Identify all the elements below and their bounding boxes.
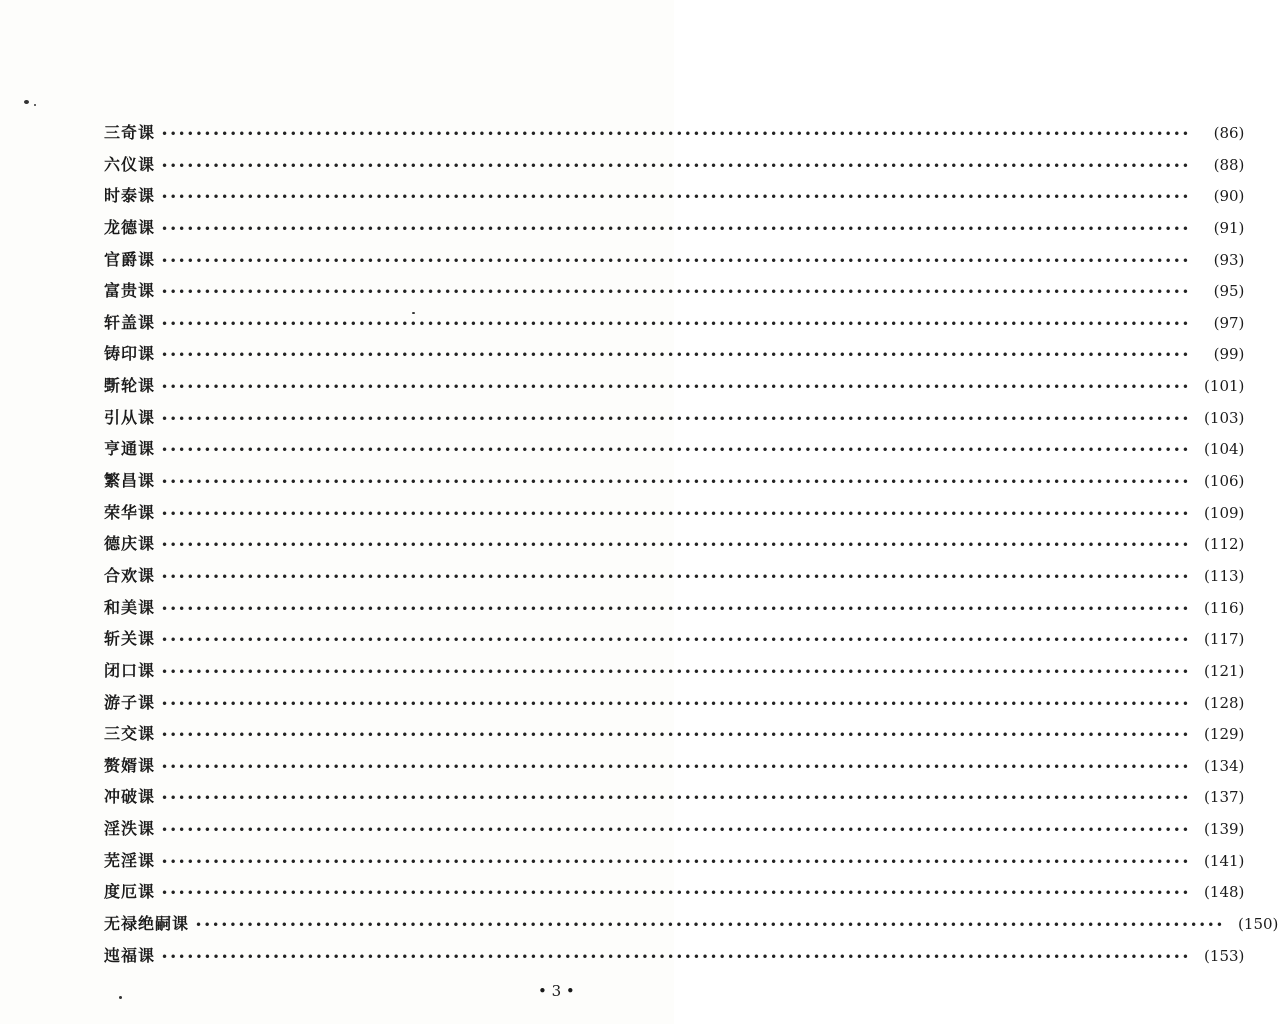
dot-leader: •••••••••••••••••••••••••••••••••••••••••••••••••••••••••••••••••••••••••••••••••••••••••••••••••••••••••••••••••••••••• xyxy=(161,316,1191,331)
dot-leader: •••••••••••••••••••••••••••••••••••••••••••••••••••••••••••••••••••••••••••••••••••••••••••••••••••••••••••••••••••••••• xyxy=(161,380,1191,395)
dot-leader: •••••••••••••••••••••••••••••••••••••••••••••••••••••••••••••••••••••••••••••••••••••••••••••••••••••••••••••••••••••••• xyxy=(161,475,1191,490)
toc-entry-page: (106) xyxy=(1204,472,1245,491)
toc-entry xyxy=(104,560,1245,592)
toc-entry-page: (101) xyxy=(1204,377,1245,396)
toc-entry-page: (99) xyxy=(1213,345,1245,364)
dot-leader: •••••••••••••••••••••••••••••••••••••••••••••••••••••••••••••••••••••••••••••••••••••••••••••••••••••••••••••••••••••••• xyxy=(161,696,1191,711)
toc-entry-title: 繁昌课 xyxy=(104,471,156,491)
page-number: • 3 • xyxy=(538,982,575,1000)
toc-entry-page: (88) xyxy=(1213,155,1245,174)
toc-entry-page: (121) xyxy=(1204,661,1245,680)
toc-entry-page: (113) xyxy=(1204,566,1245,585)
toc-entry-page: (139) xyxy=(1204,820,1245,839)
toc-entry-page: (153) xyxy=(1204,946,1245,965)
toc-entry-title: 富贵课 xyxy=(104,281,156,301)
toc-entry xyxy=(104,338,1245,370)
dot-leader: •••••••••••••••••••••••••••••••••••••••••••••••••••••••••••••••••••••••••••••••••••••••••••••••••••••••••••••••••••••••• xyxy=(161,253,1191,268)
toc-entry-page: (148) xyxy=(1204,883,1245,902)
toc-entry xyxy=(104,876,1245,908)
dot-leader: •••••••••••••••••••••••••••••••••••••••••••••••••••••••••••••••••••••••••••••••••••••••••••••••••••••••••••••••••••••••• xyxy=(161,348,1191,363)
toc-entry-page: (141) xyxy=(1204,851,1245,870)
toc-entry-page: (104) xyxy=(1204,440,1245,459)
scan-speck xyxy=(119,996,122,999)
toc-entry xyxy=(104,465,1245,497)
dot-leader: •••••••••••••••••••••••••••••••••••••••••••••••••••••••••••••••••••••••••••••••••••••••••••••••••••••••••••••••••••••••• xyxy=(161,443,1191,458)
dot-leader: •••••••••••••••••••••••••••••••••••••••••••••••••••••••••••••••••••••••••••••••••••••••••••••••••••••••••••••••••••••••• xyxy=(161,127,1191,141)
toc-entry xyxy=(104,623,1245,655)
dot-leader: •••••••••••••••••••••••••••••••••••••••••••••••••••••••••••••••••••••••••••••••••••••••••••••••••••••••••••••••••••••••• xyxy=(161,664,1191,679)
toc-entry xyxy=(104,402,1245,434)
toc-entry xyxy=(104,940,1245,972)
toc-entry xyxy=(104,149,1245,181)
scan-speck xyxy=(24,100,29,104)
dot-leader: •••••••••••••••••••••••••••••••••••••••••••••••••••••••••••••••••••••••••••••••••••••••••••••••••••••••••••••••••••••••• xyxy=(161,190,1191,205)
toc-entry-title: 淫泆课 xyxy=(104,819,156,839)
toc-entry-title: 赘婿课 xyxy=(104,755,156,775)
dot-leader: •••••••••••••••••••••••••••••••••••••••••••••••••••••••••••••••••••••••••••••••••••••••••••••••••••••••••••••••••••••••• xyxy=(161,633,1191,648)
toc-entry-page: (129) xyxy=(1204,725,1245,744)
toc-entry-title: 斲轮课 xyxy=(104,376,156,396)
dot-leader: •••••••••••••••••••••••••••••••••••••••••••••••••••••••••••••••••••••••••••••••••••••••••••••••••••••••••••••••••••••••• xyxy=(161,538,1191,553)
toc-entry-title: 三交课 xyxy=(104,724,156,744)
toc-entry-title: 三奇课 xyxy=(104,123,156,142)
toc-entry-page: (116) xyxy=(1204,598,1245,617)
toc-entry-title: 铸印课 xyxy=(104,344,156,364)
toc-entry-page: (134) xyxy=(1204,756,1245,775)
toc-entry-page: (103) xyxy=(1204,408,1245,427)
toc-entry-page: (112) xyxy=(1204,535,1245,554)
toc-entry-title: 度厄课 xyxy=(104,882,156,902)
dot-leader: •••••••••••••••••••••••••••••••••••••••••••••••••••••••••••••••••••••••••••••••••••••••••••••••••••••••••••••••••••••••• xyxy=(161,886,1191,901)
toc-entry-title: 冲破课 xyxy=(104,787,156,807)
toc-entry xyxy=(104,528,1245,560)
dot-leader: •••••••••••••••••••••••••••••••••••••••••••••••••••••••••••••••••••••••••••••••••••••••••••••••••••••••••••••••••••••••• xyxy=(161,158,1191,173)
toc-entry-title: 龙德课 xyxy=(104,217,156,237)
toc-entry-title: 迍福课 xyxy=(104,945,156,965)
toc-entry-page: (90) xyxy=(1213,187,1245,206)
toc-entry-page: (91) xyxy=(1213,218,1245,237)
toc-entry-title: 时泰课 xyxy=(104,186,156,206)
dot-leader: •••••••••••••••••••••••••••••••••••••••••••••••••••••••••••••••••••••••••••••••••••••••••••••••••••••••••••••••••••••••• xyxy=(161,823,1191,838)
toc-entry xyxy=(104,117,1245,149)
toc-entry-title: 德庆课 xyxy=(104,534,156,554)
toc-entry xyxy=(104,497,1245,529)
dot-leader: •••••••••••••••••••••••••••••••••••••••••••••••••••••••••••••••••••••••••••••••••••••••••••••••••••••••••••••••••••••••• xyxy=(161,728,1191,743)
dot-leader: •••••••••••••••••••••••••••••••••••••••••••••••••••••••••••••••••••••••••••••••••••••••••••••••••••••••••••••••••••••••• xyxy=(195,918,1225,933)
toc-entry xyxy=(104,275,1245,307)
toc-entry xyxy=(104,370,1245,402)
toc-entry-title: 游子课 xyxy=(104,692,156,712)
toc-entry-title: 闭口课 xyxy=(104,660,156,680)
toc-entry-page: (117) xyxy=(1204,630,1245,649)
toc-entry xyxy=(104,845,1245,877)
toc-entry-title: 斩关课 xyxy=(104,629,156,649)
table-of-contents xyxy=(104,117,1278,971)
toc-entry-page: (95) xyxy=(1213,282,1245,301)
toc-entry-title: 官爵课 xyxy=(104,249,156,269)
toc-entry-title: 轩盖课 xyxy=(104,312,156,332)
toc-entry-title: 和美课 xyxy=(104,597,156,617)
dot-leader: •••••••••••••••••••••••••••••••••••••••••••••••••••••••••••••••••••••••••••••••••••••••••••••••••••••••••••••••••••••••• xyxy=(161,601,1191,616)
dot-leader: •••••••••••••••••••••••••••••••••••••••••••••••••••••••••••••••••••••••••••••••••••••••••••••••••••••••••••••••••••••••• xyxy=(161,569,1191,584)
toc-entry-title: 引从课 xyxy=(104,407,156,427)
toc-entry-title: 荣华课 xyxy=(104,502,156,522)
toc-entry-title: 无禄绝嗣课 xyxy=(104,914,190,934)
dot-leader: •••••••••••••••••••••••••••••••••••••••••••••••••••••••••••••••••••••••••••••••••••••••••••••••••••••••••••••••••••••••• xyxy=(161,791,1191,806)
toc-entry xyxy=(104,244,1245,276)
toc-entry-page: (137) xyxy=(1204,788,1245,807)
toc-entry-page: (86) xyxy=(1213,124,1245,142)
scan-speck xyxy=(34,104,36,106)
toc-entry xyxy=(104,687,1245,719)
toc-entry-title: 六仪课 xyxy=(104,154,156,174)
toc-entry-page: (109) xyxy=(1204,503,1245,522)
toc-entry-page: (128) xyxy=(1204,693,1245,712)
dot-leader: •••••••••••••••••••••••••••••••••••••••••••••••••••••••••••••••••••••••••••••••••••••••••••••••••••••••••••••••••••••••• xyxy=(161,949,1191,964)
toc-entry-title: 合欢课 xyxy=(104,565,156,585)
toc-entry xyxy=(104,180,1245,212)
dot-leader: •••••••••••••••••••••••••••••••••••••••••••••••••••••••••••••••••••••••••••••••••••••••••••••••••••••••••••••••••••••••• xyxy=(161,221,1191,236)
dot-leader: •••••••••••••••••••••••••••••••••••••••••••••••••••••••••••••••••••••••••••••••••••••••••••••••••••••••••••••••••••••••• xyxy=(161,759,1191,774)
toc-entry xyxy=(104,908,1278,940)
toc-entry xyxy=(104,592,1245,624)
toc-entry xyxy=(104,655,1245,687)
toc-entry xyxy=(104,212,1245,244)
dot-leader: •••••••••••••••••••••••••••••••••••••••••••••••••••••••••••••••••••••••••••••••••••••••••••••••••••••••••••••••••••••••• xyxy=(161,411,1191,426)
dot-leader: •••••••••••••••••••••••••••••••••••••••••••••••••••••••••••••••••••••••••••••••••••••••••••••••••••••••••••••••••••••••• xyxy=(161,506,1191,521)
toc-entry xyxy=(104,750,1245,782)
toc-entry-page: (97) xyxy=(1213,313,1245,332)
toc-entry xyxy=(104,781,1245,813)
toc-entry-title: 亨通课 xyxy=(104,439,156,459)
toc-entry-page: (93) xyxy=(1213,250,1245,269)
toc-entry xyxy=(104,718,1245,750)
toc-entry xyxy=(104,813,1245,845)
toc-entry-page: (150) xyxy=(1238,915,1278,934)
toc-entry xyxy=(104,307,1245,339)
dot-leader: •••••••••••••••••••••••••••••••••••••••••••••••••••••••••••••••••••••••••••••••••••••••••••••••••••••••••••••••••••••••• xyxy=(161,285,1191,300)
dot-leader: •••••••••••••••••••••••••••••••••••••••••••••••••••••••••••••••••••••••••••••••••••••••••••••••••••••••••••••••••••••••• xyxy=(161,854,1191,869)
toc-entry xyxy=(104,433,1245,465)
toc-entry-title: 芜淫课 xyxy=(104,850,156,870)
